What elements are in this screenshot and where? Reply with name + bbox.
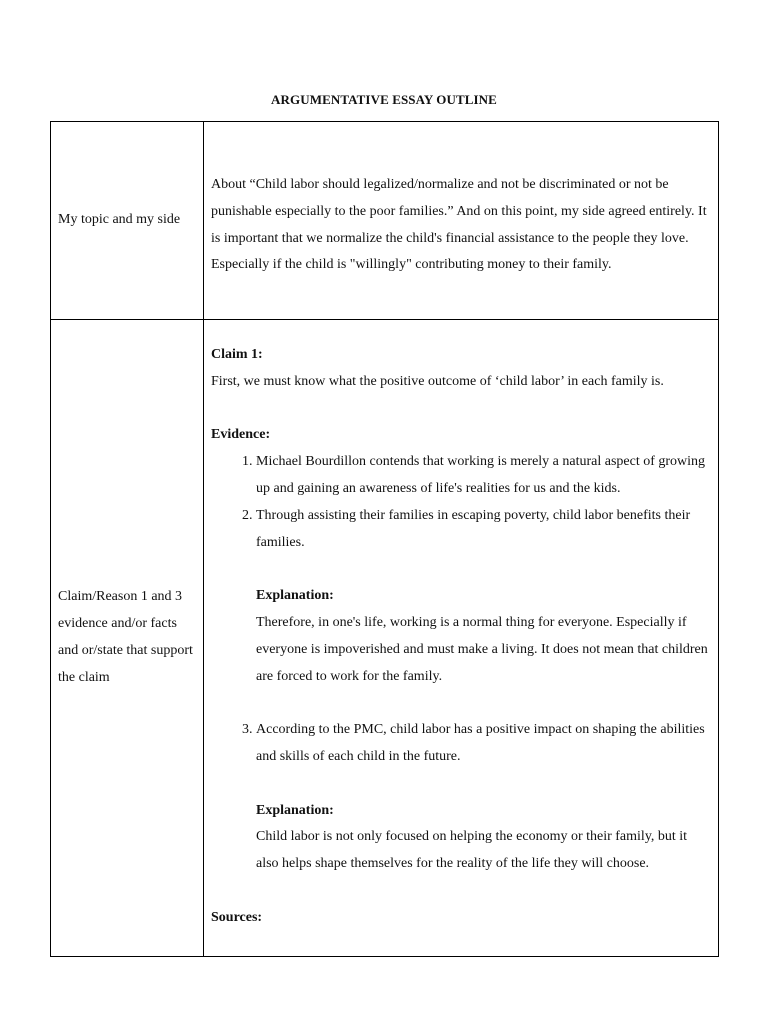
outline-table xyxy=(50,121,719,957)
topic-label: My topic and my side xyxy=(58,212,181,228)
table-row-topic xyxy=(51,122,719,320)
spacer xyxy=(211,771,712,798)
claim-content-cell xyxy=(204,320,719,957)
evidence-heading: Evidence: xyxy=(211,427,271,443)
explanation-heading: Explanation: xyxy=(256,802,334,818)
claim-label: Claim/Reason 1 and 3 evidence and/or facts and or/state that support the claim xyxy=(58,589,193,685)
topic-content-cell xyxy=(204,122,719,320)
claim-heading: Claim 1: xyxy=(211,347,263,362)
explanation-text: Child labor is not only focused on helping the economy or their family, but it also helps shape themselves for the reality of the life they will choose. xyxy=(256,829,688,872)
spacer xyxy=(211,556,712,583)
list-item: 1. Michael Bourdillon contends that working is merely a natural aspect of growing up and gaining an awareness of life's realities for us and the kids. xyxy=(256,449,712,503)
evidence-list-continued xyxy=(211,717,712,771)
topic-label-cell xyxy=(51,122,204,320)
table-row-claim xyxy=(51,320,719,957)
sources-heading: Sources: xyxy=(211,909,263,925)
list-item: 2. Through assisting their families in escaping poverty, child labor benefits their families. xyxy=(256,503,712,557)
spacer xyxy=(211,396,712,423)
explanation-heading: Explanation: xyxy=(256,588,334,604)
topic-text: About “Child labor should legalized/normalize and not be discriminated or not be punishable especially to the poor families.” And on this point, my side agreed entirely. It is important that we normalize the child's financial assistance to the people they love. Especially if the child is "willingly" contributing money to their family. xyxy=(211,176,707,273)
claim-text: First, we must know what the positive outcome of ‘child labor’ in each family is. xyxy=(211,373,664,389)
document-title: ARGUMENTATIVE ESSAY OUTLINE xyxy=(271,92,497,107)
spacer xyxy=(211,690,712,717)
explanation-text: Therefore, in one's life, working is a normal thing for everyone. Especially if everyone is impoverished and must make a living. It does not mean that children are forced to work for the family. xyxy=(256,614,708,684)
evidence-list xyxy=(211,449,712,556)
list-item: 3. According to the PMC, child labor has a positive impact on shaping the abilities and skills of each child in the future. xyxy=(256,717,712,771)
claim-label-cell xyxy=(51,320,204,957)
spacer xyxy=(211,878,712,905)
